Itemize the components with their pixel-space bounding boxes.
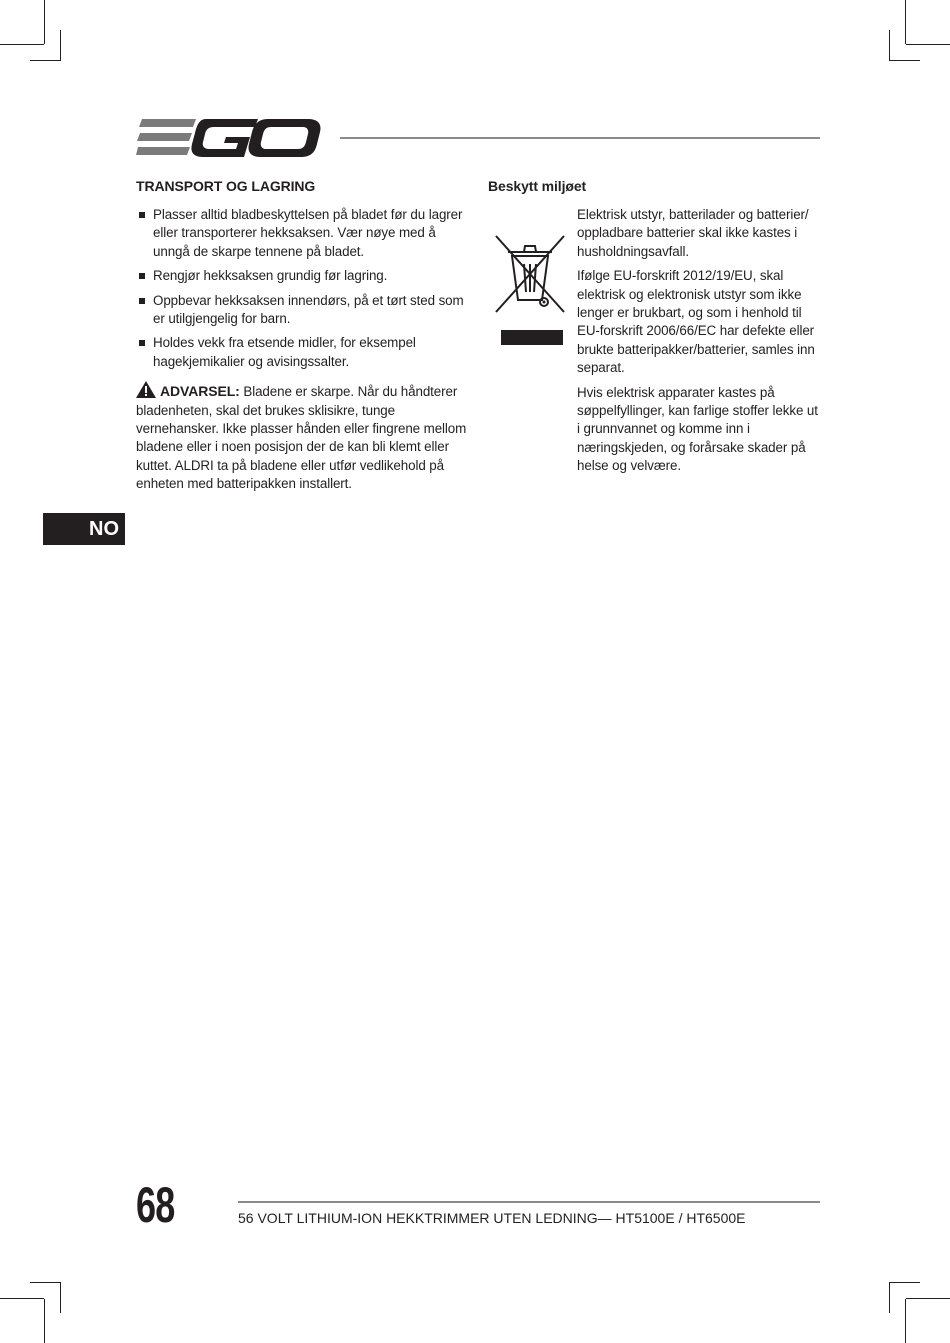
header-rule (340, 137, 820, 139)
crop-mark (60, 1282, 61, 1313)
crop-mark (906, 44, 950, 45)
section-heading: Beskytt miljøet (488, 178, 587, 194)
warning-triangle-icon (136, 381, 156, 398)
crop-mark (30, 1282, 61, 1283)
paragraph: Ifølge EU-forskrift 2012/19/EU, skal elektrisk og elektronisk utstyr som ikke lenger er brukbart, og som i henhold til EU-forskrift 2006/66/EC har defekte eller brukte batteripakker/batterier, samles inn separat. (577, 268, 815, 376)
environment-text (577, 206, 820, 476)
crop-mark (44, 0, 45, 44)
crop-mark (889, 60, 920, 61)
crop-mark (905, 0, 906, 44)
crop-mark (889, 30, 890, 61)
ego-logo (136, 116, 322, 160)
crop-mark (0, 1298, 44, 1299)
warning-block (136, 381, 470, 493)
list-item: Holdes vekk fra etsende midler, for eksempel hagekjemikalier og avisingssalter. (136, 334, 470, 371)
list-item: Oppbevar hekksaksen innendørs, på et tørt sted som er utilgjengelig for barn. (136, 292, 470, 329)
section-heading: TRANSPORT OG LAGRING (136, 178, 316, 194)
square-bullet-icon (139, 298, 145, 304)
crop-mark (60, 30, 61, 61)
crop-mark (906, 1298, 950, 1299)
crop-mark (889, 1282, 920, 1283)
warning-text: Bladene er skarpe. Når du håndterer bladenheten, skal det brukes sklisikre, tunge vernehansker. Ikke plasser hånden eller fingrene mellom bladene eller i noen posisjon der de kan bli klemt eller kuttet. ALDRI ta på bladene eller utfør vedlikehold på enheten med batteripakken installert. (136, 384, 467, 492)
environment-section (488, 176, 820, 482)
crop-mark (0, 44, 44, 45)
paragraph: Elektrisk utstyr, batterilader og batterier/ oppladbare batterier skal ikke kastes i husholdningsavfall. (577, 207, 809, 259)
list-item: Rengjør hekksaksen grundig før lagring. (136, 267, 470, 285)
square-bullet-icon (139, 212, 145, 218)
square-bullet-icon (139, 340, 145, 346)
footer-title: 56 VOLT LITHIUM-ION HEKKTRIMMER UTEN LEDNING— HT5100E / HT6500E (238, 1210, 746, 1226)
transport-storage-section (136, 176, 470, 494)
crop-mark (30, 60, 61, 61)
list-item: Plasser alltid bladbeskyttelsen på bladet før du lagrer eller transporterer hekksaksen. Vær nøye med å unngå de skarpe tennene på bladet. (136, 206, 470, 261)
crop-mark (905, 1299, 906, 1343)
language-tab: NO (43, 513, 125, 545)
paragraph: Hvis elektrisk apparater kastes på søppelfyllinger, kan farlige stoffer lekke ut i grunnvannet og komme inn i næringskjeden, og forårsake skader på helse og velvære. (577, 384, 818, 474)
weee-date-bar (501, 330, 563, 345)
crop-mark (44, 1299, 45, 1343)
page-number: 68 (136, 1177, 175, 1233)
crop-mark (889, 1282, 890, 1313)
warning-label: ADVARSEL: (160, 383, 240, 400)
weee-block (488, 206, 820, 476)
instruction-list (136, 206, 470, 371)
square-bullet-icon (139, 273, 145, 279)
crossed-out-wheelie-bin-icon (494, 234, 566, 314)
footer-rule (238, 1201, 820, 1203)
